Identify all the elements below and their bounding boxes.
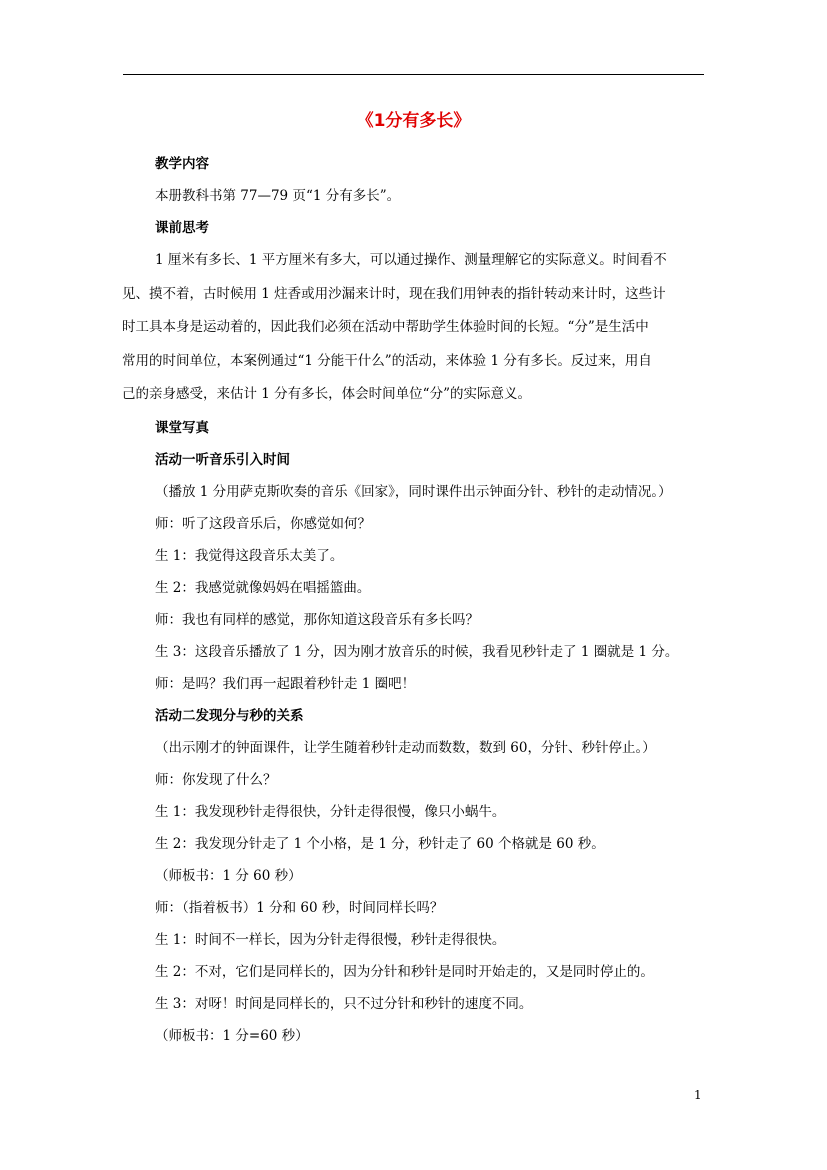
paragraph-line: 时工具本身是运动着的，因此我们必须在活动中帮助学生体验时间的长短。“分”是生活中 bbox=[122, 319, 649, 335]
section-heading-think: 课前思考 bbox=[155, 220, 209, 236]
dialogue-line: 师：我也有同样的感觉，那你知道这段音乐有多长吗？ bbox=[155, 611, 479, 628]
dialogue-line: 生 1：我觉得这段音乐太美了。 bbox=[155, 547, 344, 564]
dialogue-line: 师：听了这段音乐后，你感觉如何？ bbox=[155, 515, 371, 532]
dialogue-line: 师：是吗？我们再一起跟着秒针走 1 圈吧！ bbox=[155, 675, 416, 692]
document-body bbox=[122, 148, 715, 1052]
page-title: 《1分有多长》 bbox=[356, 111, 471, 131]
paragraph-line: 1 厘米有多长、1 平方厘米有多大，可以通过操作、测量理解它的实际意义。时间看不 bbox=[155, 252, 667, 268]
section-heading-class: 课堂写真 bbox=[155, 419, 209, 436]
dialogue-line: 生 3：这段音乐播放了 1 分，因为刚才放音乐的时候，我看见秒针走了 1 圈就是 1 分。 bbox=[155, 643, 679, 660]
activity-heading-1: 活动一听音乐引入时间 bbox=[155, 451, 290, 468]
dialogue-line: （师板书：1 分 60 秒） bbox=[155, 867, 302, 884]
dialogue-line: （出示刚才的钟面课件，让学生随着秒针走动而数数，数到 60，分针、秒针停止。） bbox=[155, 739, 656, 756]
dialogue-line: （播放 1 分用萨克斯吹奏的音乐《回家》，同时课件出示钟面分针、秒针的走动情况。） bbox=[155, 483, 672, 500]
dialogue-line: 生 2：我发现分针走了 1 个小格，是 1 分，秒针走了 60 个格就是 60 秒。 bbox=[155, 835, 605, 852]
page-number: 1 bbox=[694, 1088, 702, 1102]
paragraph-line: 常用的时间单位，本案例通过“1 分能干什么”的活动，来体验 1 分有多长。反过来，用自 bbox=[122, 352, 652, 369]
dialogue-line: 生 2：不对，它们是同样长的，因为分针和秒针是同时开始走的，又是同时停止的。 bbox=[155, 963, 654, 980]
think-paragraph bbox=[122, 244, 707, 412]
paragraph-line: 见、摸不着，古时候用 1 炷香或用沙漏来计时，现在我们用钟表的指针转动来计时，这些计 bbox=[122, 285, 666, 302]
activity-heading-2: 活动二发现分与秒的关系 bbox=[155, 707, 304, 724]
paragraph-line: 己的亲身感受，来估计 1 分有多长，体会时间单位“分”的实际意义。 bbox=[122, 386, 531, 402]
dialogue-line: 师：你发现了什么？ bbox=[155, 771, 277, 788]
dialogue-line: 师：（指着板书）1 分和 60 秒，时间同样长吗？ bbox=[155, 899, 444, 916]
section-heading-content: 教学内容 bbox=[155, 156, 209, 172]
dialogue-line: 生 1：我发现秒针走得很快，分针走得很慢，像只小蜗牛。 bbox=[155, 803, 506, 820]
header-rule bbox=[123, 74, 704, 75]
dialogue-line: （师板书：1 分=60 秒） bbox=[155, 1027, 309, 1044]
content-text: 本册教科书第 77—79 页“1 分有多长”。 bbox=[155, 188, 401, 204]
dialogue-line: 生 3：对呀！时间是同样长的，只不过分针和秒针的速度不同。 bbox=[155, 995, 533, 1012]
dialogue-line: 生 1：时间不一样长，因为分针走得很慢，秒针走得很快。 bbox=[155, 931, 506, 948]
dialogue-line: 生 2：我感觉就像妈妈在唱摇篮曲。 bbox=[155, 579, 371, 596]
